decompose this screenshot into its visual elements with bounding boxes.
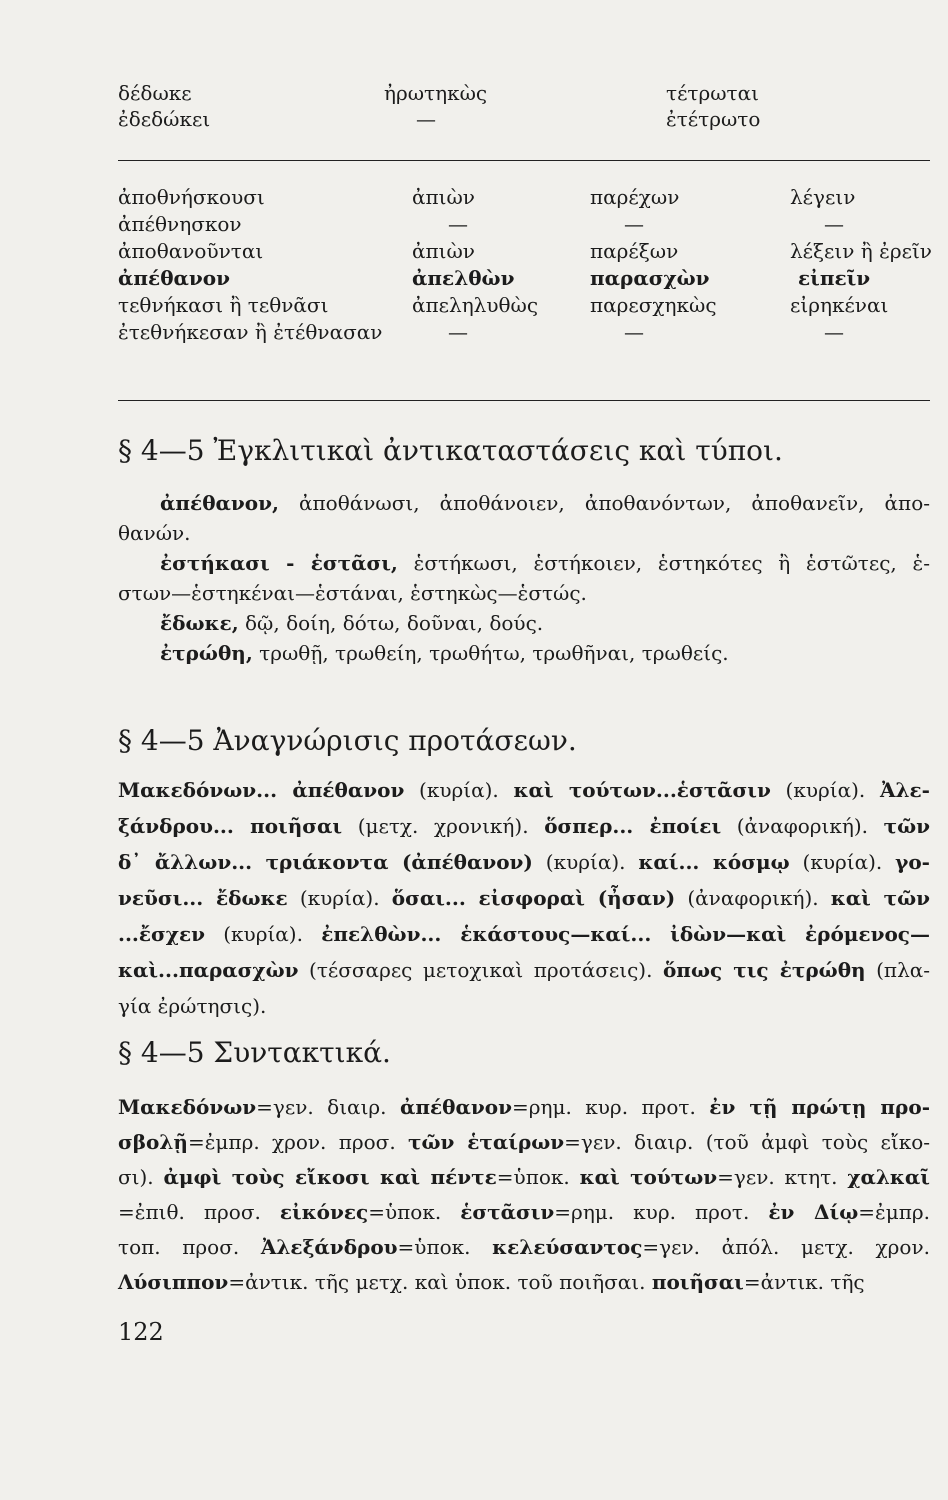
term: ἔδωκε, xyxy=(160,611,239,635)
cell: ἀπεληλυθὼς xyxy=(412,293,539,317)
cell: τεθνήκασι ἢ τεθνᾶσι xyxy=(118,293,329,317)
text-segment: =ρημ. κυρ. προτ. xyxy=(511,1095,710,1119)
forms: ἀποθάνωσι, ἀποθάνοιεν, ἀποθανόντων, ἀποθανεῖν, ἀπο- xyxy=(278,491,930,515)
text-segment: (κυρία). xyxy=(770,778,880,802)
text-segment: τοπ. προσ. xyxy=(118,1235,261,1259)
bold-segment: ὅσπερ... ἐποίει xyxy=(544,814,722,838)
cell: δέδωκε xyxy=(118,81,192,105)
bold-segment: ξάνδρου... ποιῆσαι xyxy=(118,814,343,838)
top-table-col2 xyxy=(384,80,487,132)
text-line xyxy=(118,1090,930,1125)
text-segment: γία ἐρώτησις). xyxy=(118,994,267,1018)
bold-segment: καὶ τῶν xyxy=(830,886,930,910)
text-line xyxy=(118,952,930,988)
cell: ἐτεθνήκεσαν ἢ ἐτέθνασαν xyxy=(118,320,383,344)
bold-segment: Ἀλε- xyxy=(879,778,930,802)
text-segment: (κυρία). xyxy=(287,886,392,910)
cell: ἀποθανοῦνται xyxy=(118,239,264,263)
text-line: στων—ἑστηκέναι—ἑστάναι, ἑστηκὼς—ἑστώς. xyxy=(118,581,587,605)
text-segment: σι). xyxy=(118,1165,164,1189)
bold-segment: ἑστᾶσιν xyxy=(460,1200,555,1224)
text-line xyxy=(118,608,930,638)
main-table-col4 xyxy=(790,184,932,346)
cell: — xyxy=(448,212,468,236)
section-heading-enclitic: § 4—5 Ἐγκλιτικαὶ ἀντικαταστάσεις καὶ τύποι. xyxy=(118,434,783,467)
cell: ἀπιὼν xyxy=(412,185,475,209)
term: ἀπέθανον, xyxy=(160,491,279,515)
text-line xyxy=(118,1125,930,1160)
text-segment: (πλα- xyxy=(865,958,931,982)
bold-segment: Ἀλεξάνδρου xyxy=(260,1235,398,1259)
text-segment: =γεν. διαιρ. xyxy=(256,1095,400,1119)
text-segment: =ρημ. κυρ. προτ. xyxy=(554,1200,769,1224)
text-line xyxy=(118,844,930,880)
section1-body xyxy=(118,488,930,668)
bold-segment: ἐν Δίῳ xyxy=(768,1200,859,1224)
bold-segment: τῶν ἑταίρων xyxy=(407,1130,565,1154)
text-line xyxy=(118,916,930,952)
bold-segment: ἀπέθανον xyxy=(399,1095,512,1119)
text-segment: =ὑποκ. xyxy=(496,1165,580,1189)
bold-segment: σβολῇ xyxy=(118,1130,188,1154)
text-line xyxy=(118,548,930,578)
bold-segment: ὅπως τις ἐτρώθη xyxy=(662,958,866,982)
bold-segment: ἀμφὶ τοὺς εἴκοσι καὶ πέντε xyxy=(163,1165,497,1189)
cell: παρασχὼν xyxy=(590,266,710,290)
text-line xyxy=(118,808,930,844)
forms: δῷ, δοίη, δότω, δοῦναι, δούς. xyxy=(238,611,544,635)
text-segment: (ἀναφορική). xyxy=(721,814,884,838)
text-segment: =γεν. κτητ. xyxy=(717,1165,848,1189)
cell: — xyxy=(624,212,644,236)
top-table-col3 xyxy=(666,80,760,132)
cell: παρεσχηκὼς xyxy=(590,293,717,317)
bold-segment: ἐν τῇ πρώτῃ προ- xyxy=(709,1095,930,1119)
text-segment: (κυρία). xyxy=(532,850,639,874)
cell: ἀπέθανον xyxy=(118,266,231,290)
text-segment: (τέσσαρες μετοχικαὶ προτάσεις). xyxy=(298,958,663,982)
bold-segment: καὶ τούτων...ἑστᾶσιν xyxy=(513,778,771,802)
bold-segment: Μακεδόνων xyxy=(118,1095,257,1119)
main-table-col2 xyxy=(412,184,538,346)
divider-rule xyxy=(118,160,930,161)
text-line: θανών. xyxy=(118,521,191,545)
cell: τέτρωται xyxy=(666,81,759,105)
text-segment: =ὑποκ. xyxy=(397,1235,493,1259)
bold-segment: ...ἔσχεν xyxy=(118,922,205,946)
bold-segment: ἐπελθὼν... ἑκάστους—καί... ἰδὼν—καὶ ἐρόμενος— xyxy=(321,922,930,946)
text-segment: =γεν. διαιρ. (τοῦ ἀμφὶ τοὺς εἴκο- xyxy=(564,1130,930,1154)
bold-segment: καὶ...παρασχὼν xyxy=(118,958,299,982)
divider-rule xyxy=(118,400,930,401)
main-table-col1 xyxy=(118,184,382,346)
bold-segment: ὅσαι... εἰσφοραὶ (ἦσαν) xyxy=(391,886,676,910)
text-segment: (μετχ. χρονική). xyxy=(342,814,545,838)
cell: παρέχων xyxy=(590,185,680,209)
text-line xyxy=(118,988,930,1024)
text-segment: (κυρία). xyxy=(404,778,514,802)
cell: ἀπελθὼν xyxy=(412,266,515,290)
cell: εἰπεῖν xyxy=(798,266,871,290)
cell: ἀποθνήσκουσι xyxy=(118,185,265,209)
text-line xyxy=(118,1265,930,1300)
top-table-col1 xyxy=(118,80,210,132)
text-segment: =γεν. ἀπόλ. μετχ. χρον. xyxy=(642,1235,930,1259)
text-line xyxy=(118,772,930,808)
cell: ἀπέθνησκον xyxy=(118,212,242,236)
cell: λέγειν xyxy=(790,185,856,209)
section2-body xyxy=(118,772,930,1024)
bold-segment: κελεύσαντος xyxy=(492,1235,643,1259)
cell: — xyxy=(824,320,844,344)
cell: λέξειν ἢ ἐρεῖν xyxy=(790,239,932,263)
term: ἐτρώθη, xyxy=(160,641,253,665)
cell: ἀπιὼν xyxy=(412,239,475,263)
bold-segment: νεῦσι... ἔδωκε xyxy=(118,886,288,910)
cell: εἰρηκέναι xyxy=(790,293,889,317)
bold-segment: γο- xyxy=(895,850,930,874)
forms: ἑστήκωσι, ἑστήκοιεν, ἑστηκότες ἢ ἑστῶτες, ἑ- xyxy=(397,551,930,575)
cell: ἐτέτρωτο xyxy=(666,107,761,131)
bold-segment: δ᾽ ἄλλων... τριάκοντα (ἀπέθανον) xyxy=(118,850,533,874)
text-line xyxy=(118,638,930,668)
bold-segment: Μακεδόνων... ἀπέθανον xyxy=(118,778,405,802)
text-segment: (ἀναφορική). xyxy=(675,886,831,910)
text-segment: =ἀντικ. τῆς xyxy=(743,1270,865,1294)
text-segment: (κυρία). xyxy=(789,850,896,874)
text-segment: =ἀντικ. τῆς μετχ. καὶ ὑποκ. τοῦ ποιῆσαι. xyxy=(228,1270,652,1294)
bold-segment: εἰκόνες xyxy=(279,1200,369,1224)
text-line xyxy=(118,1195,930,1230)
text-line xyxy=(118,880,930,916)
cell: παρέξων xyxy=(590,239,679,263)
page-number: 122 xyxy=(118,1318,164,1346)
cell: — xyxy=(416,107,436,131)
bold-segment: Λύσιππον xyxy=(118,1270,229,1294)
bold-segment: ποιῆσαι xyxy=(651,1270,744,1294)
text-segment: =ὑποκ. xyxy=(368,1200,461,1224)
section-heading-recognition: § 4—5 Ἀναγνώρισις προτάσεων. xyxy=(118,724,577,757)
section3-body xyxy=(118,1090,930,1300)
text-segment: (κυρία). xyxy=(204,922,322,946)
cell: ἠρωτηκὼς xyxy=(384,81,488,105)
bold-segment: καὶ τούτων xyxy=(579,1165,718,1189)
text-segment: =ἐμπρ. χρον. προσ. xyxy=(187,1130,408,1154)
term: ἐστήκασι - ἑστᾶσι, xyxy=(160,551,398,575)
cell: ἐδεδώκει xyxy=(118,107,211,131)
forms: τρωθῇ, τρωθείη, τρωθήτω, τρωθῆναι, τρωθείς. xyxy=(252,641,729,665)
bold-segment: χαλκαῖ xyxy=(847,1165,930,1189)
text-line xyxy=(118,488,930,518)
text-segment: =ἐμπρ. xyxy=(858,1200,930,1224)
text-line xyxy=(118,1230,930,1265)
bold-segment: τῶν xyxy=(883,814,930,838)
cell: — xyxy=(448,320,468,344)
main-table-col3 xyxy=(590,184,717,346)
cell: — xyxy=(824,212,844,236)
text-line xyxy=(118,1160,930,1195)
bold-segment: καί... κόσμῳ xyxy=(638,850,790,874)
text-segment: =ἐπιθ. προσ. xyxy=(118,1200,280,1224)
section-heading-syntax: § 4—5 Συντακτικά. xyxy=(118,1036,391,1069)
cell: — xyxy=(624,320,644,344)
